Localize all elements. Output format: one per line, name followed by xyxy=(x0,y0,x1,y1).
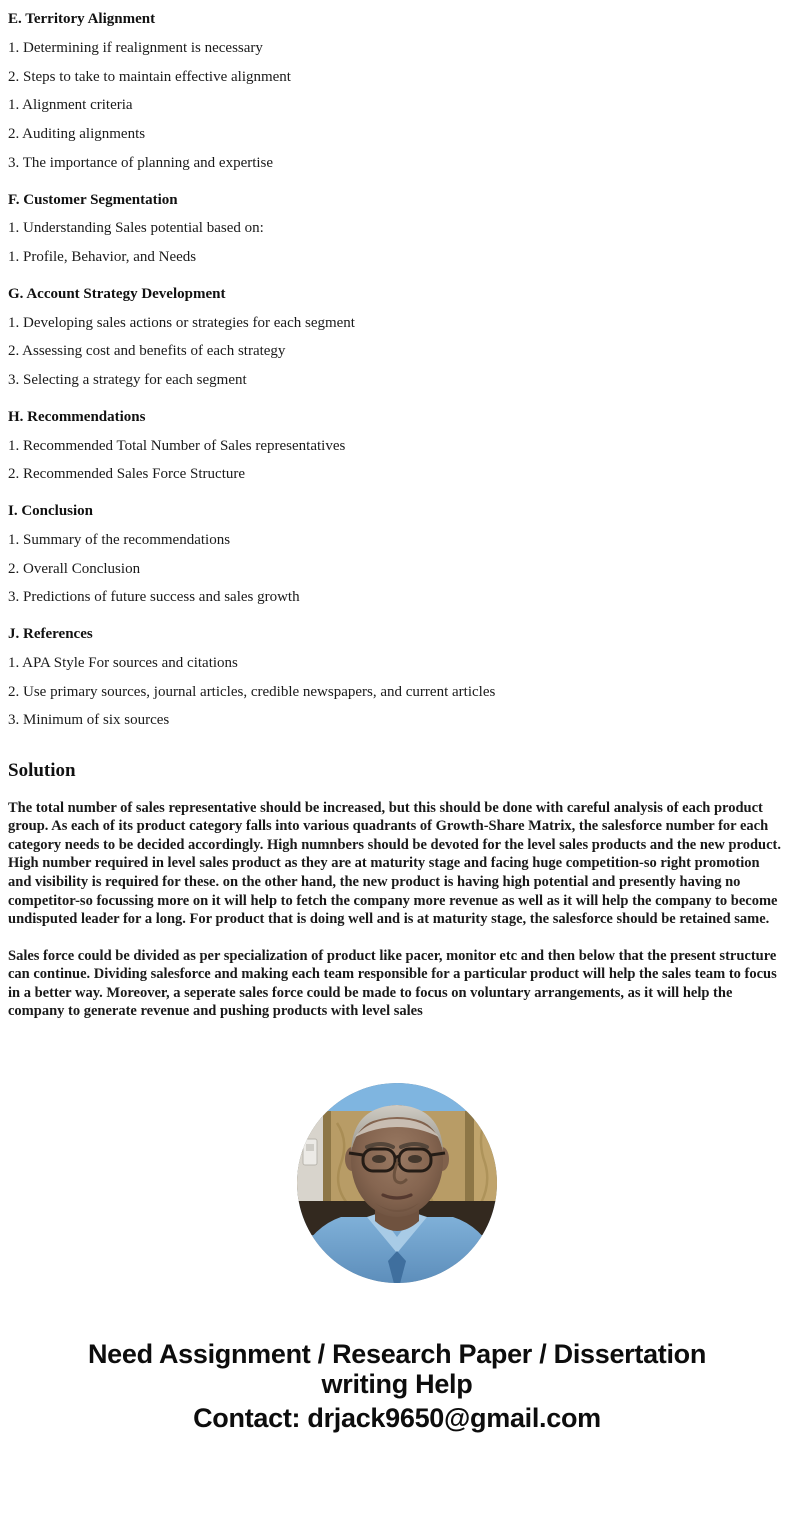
solution-section xyxy=(8,760,786,1021)
outline-heading-recommendations: H. Recommendations xyxy=(8,408,146,425)
outline-heading-account-strategy-development: G. Account Strategy Development xyxy=(8,285,226,302)
outline-item: 2. Use primary sources, journal articles, credible newspapers, and current articles xyxy=(8,683,496,700)
outline-item: 1. Alignment criteria xyxy=(8,97,133,114)
outline-item: 1. Understanding Sales potential based on: xyxy=(8,220,264,237)
outline-item: 1. Summary of the recommendations xyxy=(8,531,231,548)
outline-heading-territory-alignment: E. Territory Alignment xyxy=(8,11,156,27)
promo-banner xyxy=(8,1339,786,1458)
outline-item: 3. Predictions of future success and sales growth xyxy=(8,589,300,606)
banner-line-2: writing Help xyxy=(321,1369,473,1400)
outline-item: 2. Auditing alignments xyxy=(8,126,146,142)
outline-item: 3. Minimum of six sources xyxy=(8,712,170,729)
banner-line-1: Need Assignment / Research Paper / Dissertation xyxy=(87,1338,707,1369)
solution-paragraph: Sales force could be divided as per specialization of product like pacer, monitor etc and then below that the present structure can continue. Dividing salesforce and making each team responsible for a particular product will help the sales team to focus in a better way. Moreover, a seperate sales force could be made to focus on voluntary arrangements, as it will help the company to generate revenue and pushing products with level sales xyxy=(8,947,777,1020)
outline-item: 2. Steps to take to maintain effective alignment xyxy=(8,68,291,85)
outline-heading-conclusion: I. Conclusion xyxy=(8,503,94,519)
banner-line-3-contact-email: Contact: drjack9650@gmail.com xyxy=(193,1402,601,1433)
outline-heading-customer-segmentation: F. Customer Segmentation xyxy=(8,191,178,208)
outline-item: 3. The importance of planning and expertise xyxy=(8,154,274,171)
solution-title: Solution xyxy=(8,760,76,781)
assignment-outline-section xyxy=(8,10,786,730)
outline-item: 1. Profile, Behavior, and Needs xyxy=(8,249,197,265)
outline-item: 3. Selecting a strategy for each segment xyxy=(8,372,247,388)
outline-item: 1. APA Style For sources and citations xyxy=(8,654,238,671)
outline-item: 2. Recommended Sales Force Structure xyxy=(8,466,246,483)
profile-photo-block xyxy=(8,1083,786,1283)
outline-item: 2. Assessing cost and benefits of each strategy xyxy=(8,343,286,360)
outline-item: 1. Determining if realignment is necessary xyxy=(8,39,263,56)
outline-heading-references: J. References xyxy=(8,626,93,642)
solution-paragraph: The total number of sales representative should be increased, but this should be done with careful analysis of each product group. As each of its product category falls into various quadrants of Growth-Share Matrix, the salesforce number for each category needs to be decided accordingly. High numnbers should be devoted for the level sales products and the new product. High number required in level sales product as they are at maturity stage and facing huge competition-so right promotion and visibility is required for these. on the other hand, the new product is having high potential and presently having no competitor-so focussing more on it will help to fetch the company more revenue as well as it will help the company to become undisputed leader for a long. For product that is doing well and is at maturity stage, the salesforce should be retained same. xyxy=(8,799,781,928)
outline-item: 2. Overall Conclusion xyxy=(8,560,141,577)
outline-item: 1. Recommended Total Number of Sales representatives xyxy=(8,437,346,454)
avatar xyxy=(297,1083,497,1283)
outline-item: 1. Developing sales actions or strategies for each segment xyxy=(8,314,355,331)
